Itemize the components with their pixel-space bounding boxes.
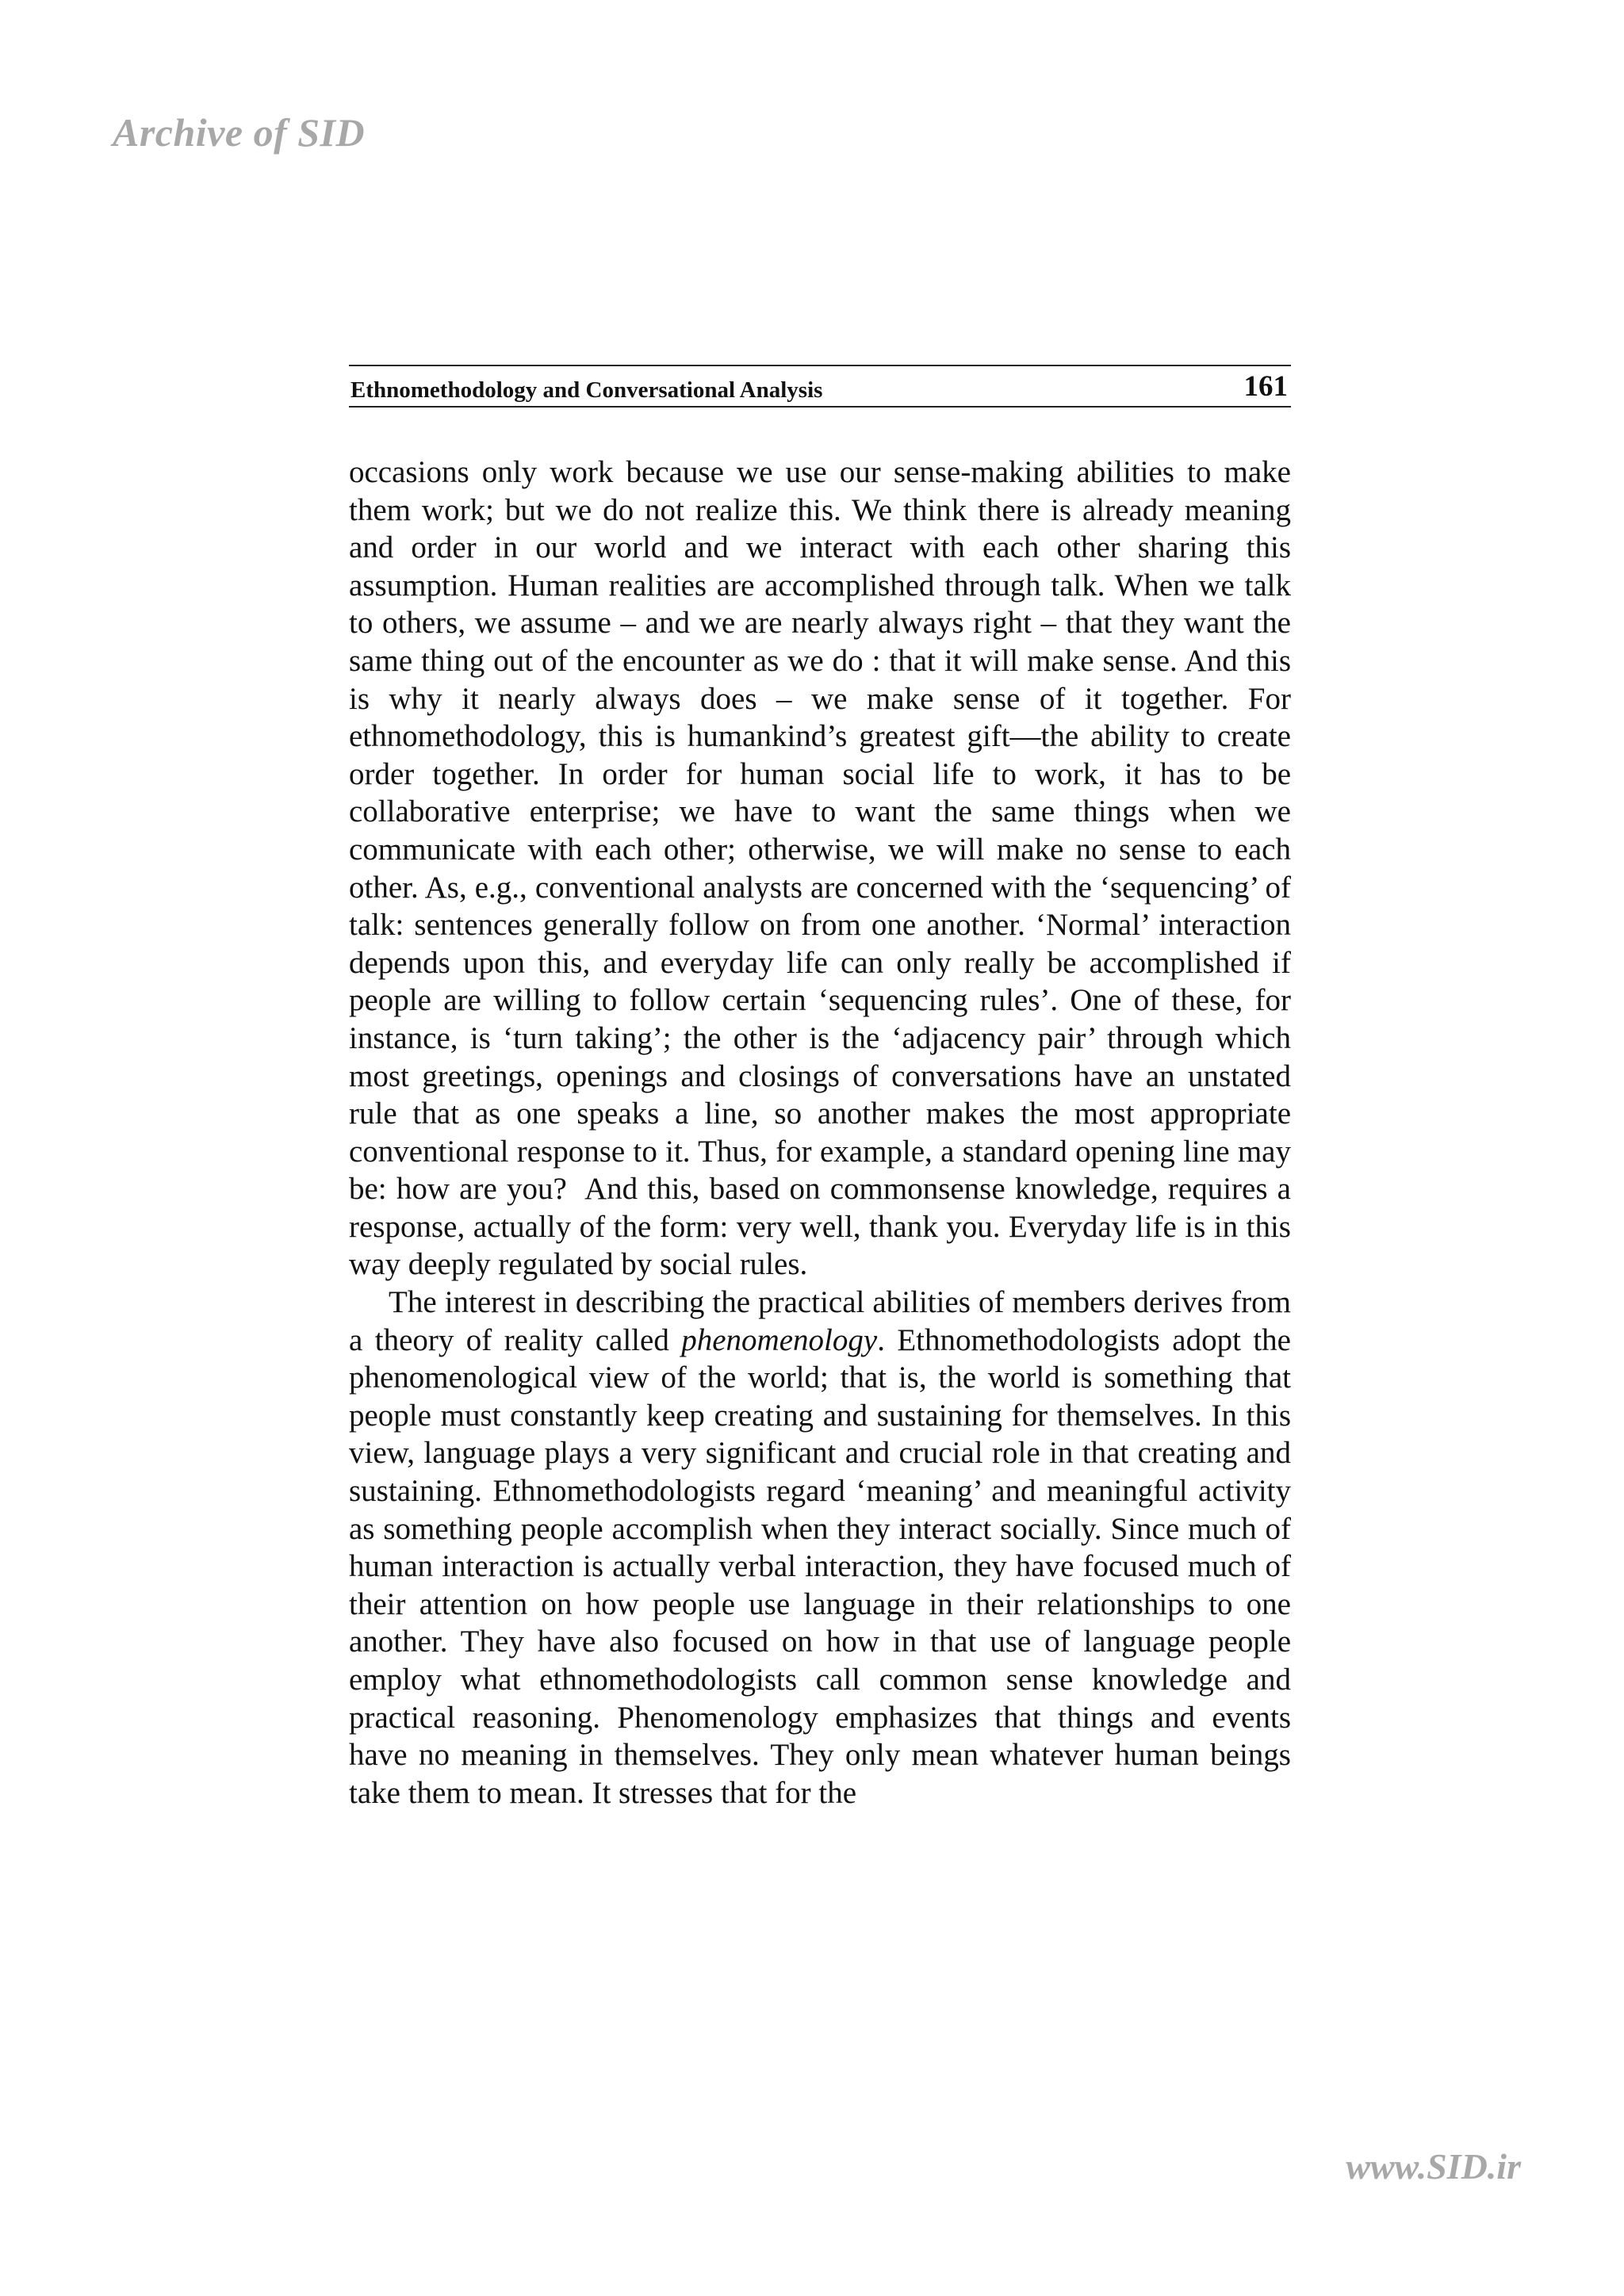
paragraph-2-text-start: The interest in describing the practical abilities of members derives from a theory of reality called	[349, 1285, 1291, 1357]
paragraph-2	[349, 1284, 1291, 1812]
italic-term: phenomenology	[681, 1322, 878, 1357]
running-header	[349, 365, 1291, 408]
running-title: Ethnomethodology and Conversational Analysis	[350, 377, 823, 403]
paragraph-2-text-end: . Ethnomethodologists adopt the phenomenological view of the world; that is, the world is something that people must constantly keep creating and sustaining for themselves. In this view, language plays a very significant and crucial role in that creating and sustaining. Ethnomethodologists regard ‘meaning’ and meaningful activity as something people accomplish when they interact socially. Since much of human interaction is actually verbal interaction, they have focused much of their attention on how people use language in their relationships to one another. They have also focused on how in that use of language people employ what ethnomethodologists call common sense knowledge and practical reasoning. Phenomenology emphasizes that things and events have no meaning in themselves. They only mean whatever human beings take them to mean. It stresses that for the	[349, 1322, 1291, 1810]
page-number: 161	[1243, 370, 1288, 403]
body-text	[349, 453, 1291, 1812]
site-watermark: www.SID.ir	[1346, 2146, 1521, 2187]
archive-watermark: Archive of SID	[113, 110, 366, 155]
paragraph-1: occasions only work because we use our sense-making abilities to make them work; but we do not realize this. We think there is already meaning and order in our world and we interact with each other sharing this assumption. Human realities are accomplished through talk. When we talk to others, we assume – and we are nearly always right – that they want the same thing out of the encounter as we do : that it will make sense. And this is why it nearly always does – we make sense of it together. For ethnomethodology, this is humankind’s greatest gift—the ability to create order together. In order for human social life to work, it has to be collaborative enterprise; we have to want the same things when we communicate with each other; otherwise, we will make no sense to each other. As, e.g., conventional analysts are concerned with the ‘sequencing’ of talk: sentences generally follow on from one another. ‘Normal’ interaction depends upon this, and everyday life can only really be accomplished if people are willing to follow certain ‘sequencing rules’. One of these, for instance, is ‘turn taking’; the other is the ‘adjacency pair’ through which most greetings, openings and closings of conversations have an unstated rule that as one speaks a line, so another makes the most appropriate conventional response to it. Thus, for example, a standard opening line may be: how are you? And this, based on commonsense knowledge, requires a response, actually of the form: very well, thank you. Everyday life is in this way deeply regulated by social rules.	[349, 455, 1291, 1282]
